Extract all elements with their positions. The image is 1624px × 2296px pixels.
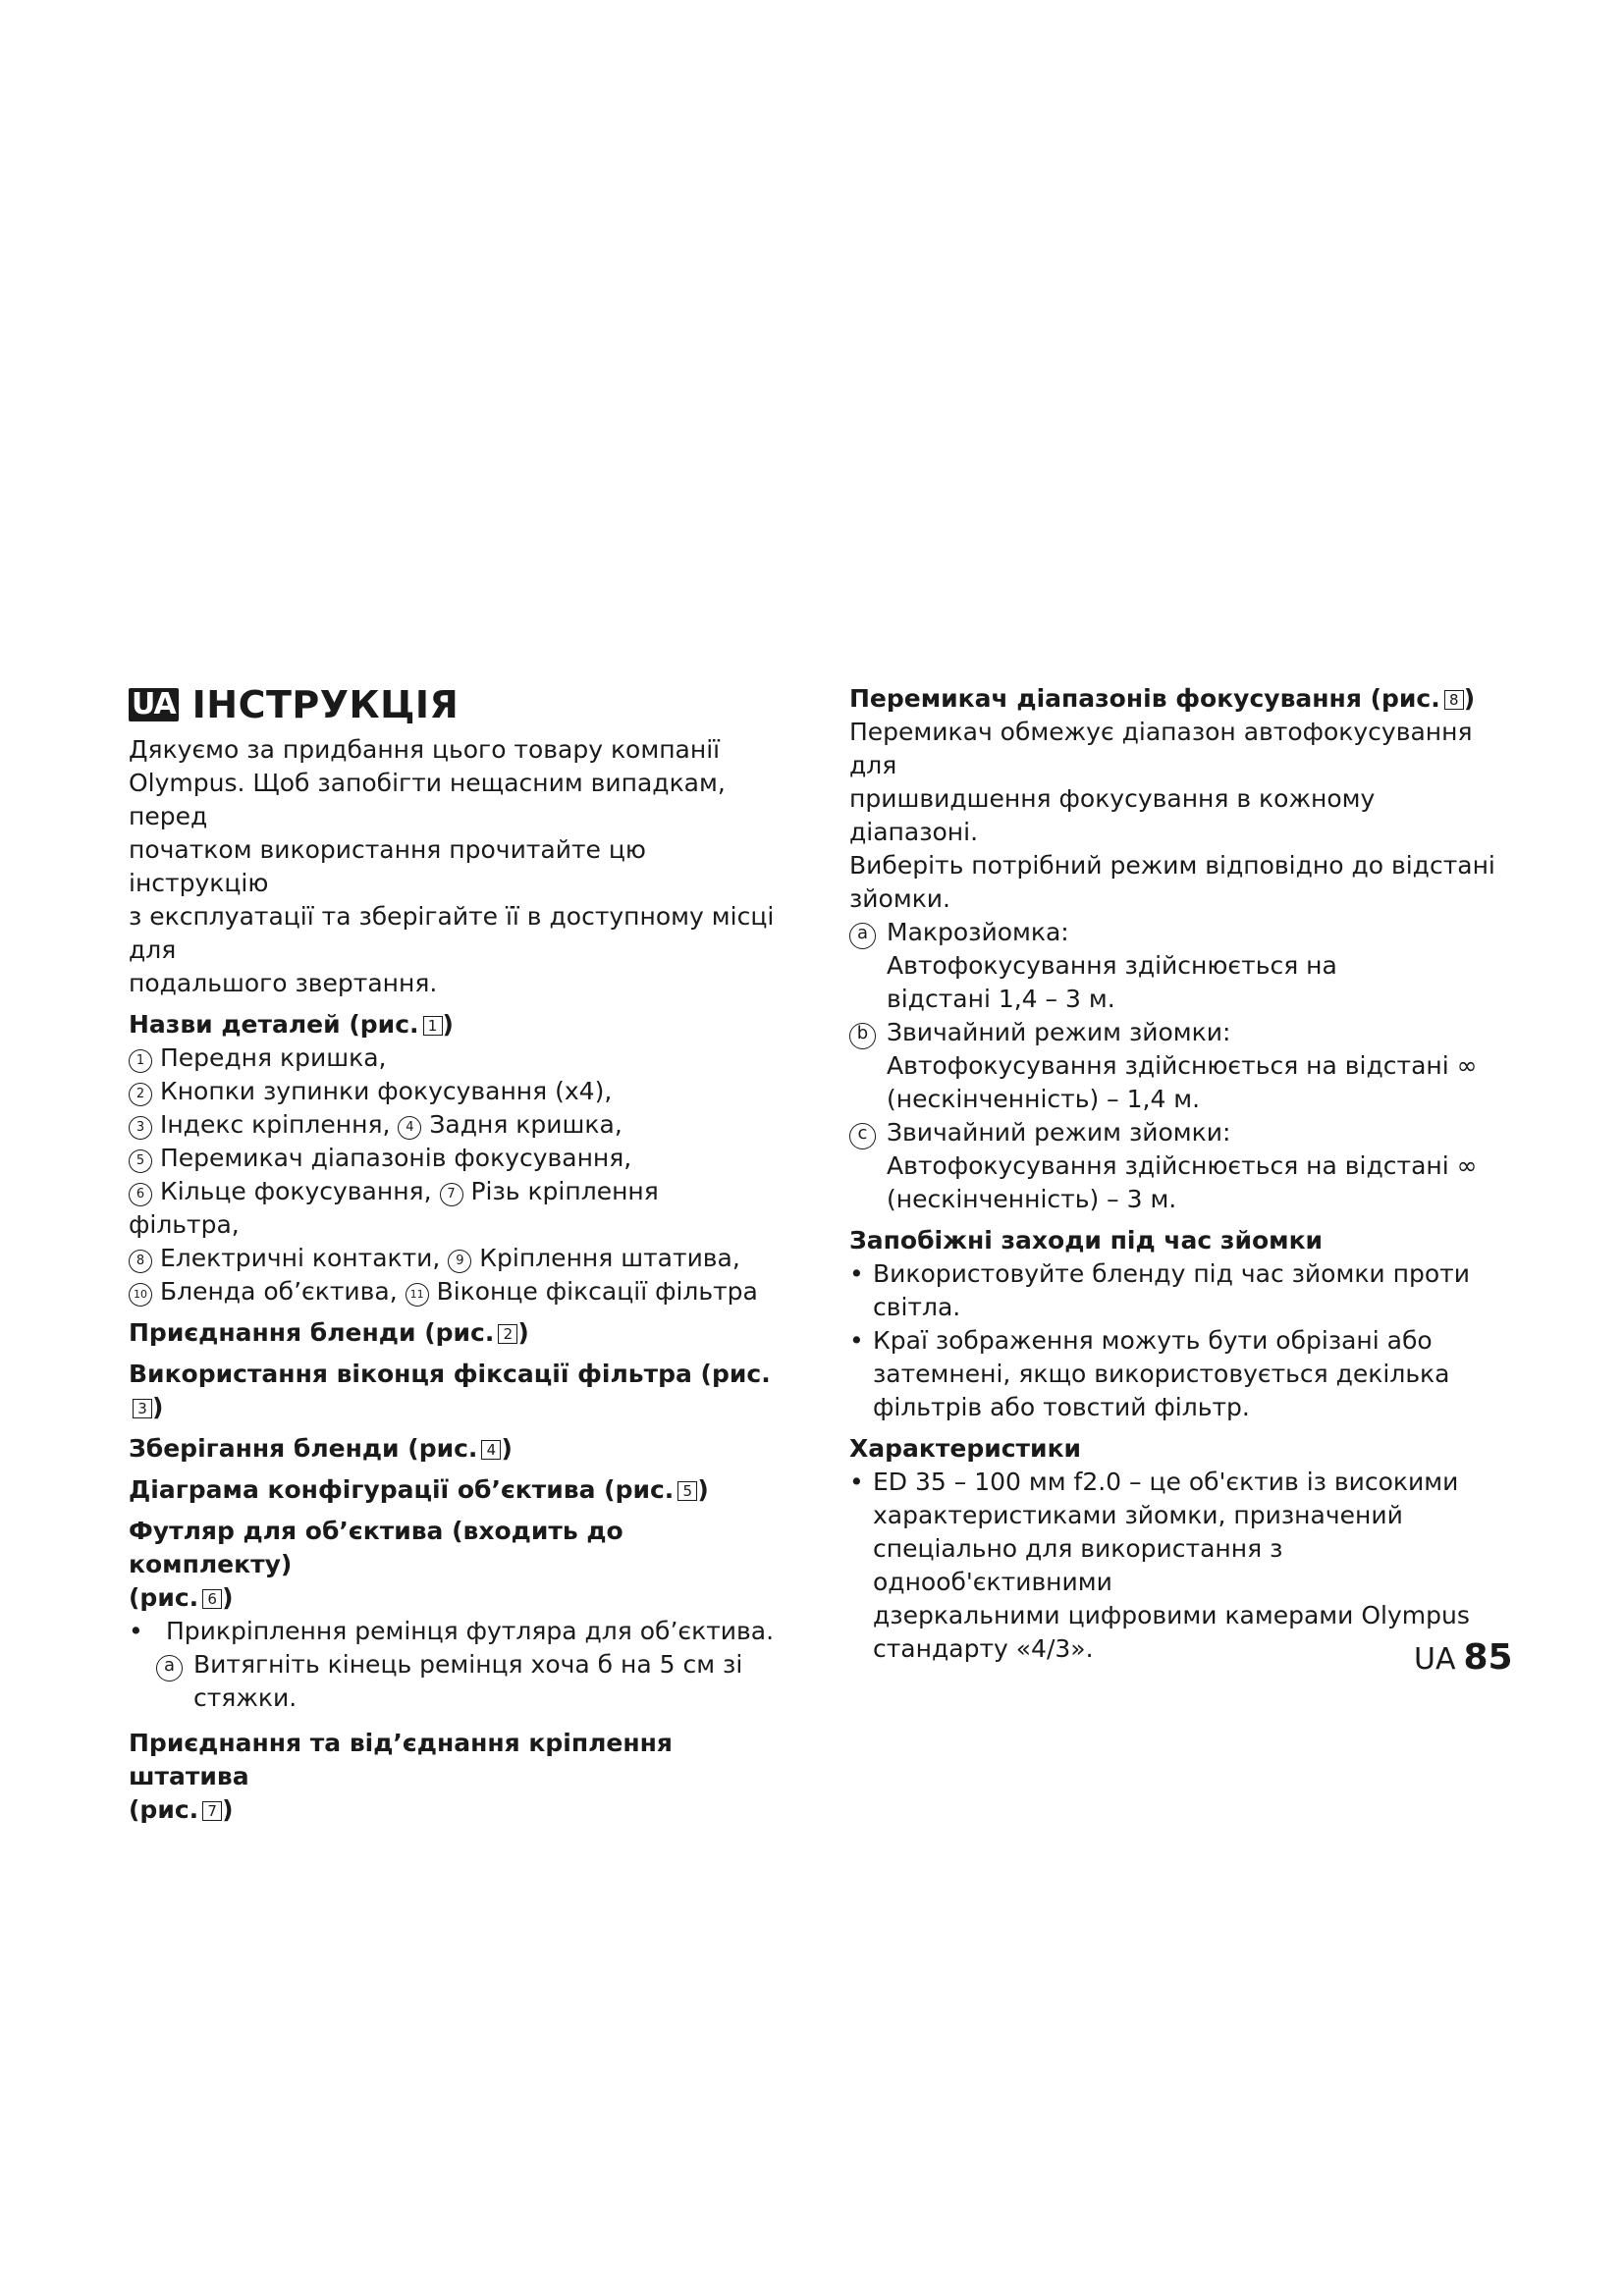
page-title: ІНСТРУКЦІЯ (191, 683, 460, 726)
section-heading-text: Діаграма конфігурації об’єктива (рис. (129, 1475, 675, 1504)
figure-ref-box: 6 (202, 1589, 222, 1609)
mode-text (887, 1016, 1477, 1116)
heading-close: ) (1463, 684, 1476, 713)
figure-ref-box: 3 (133, 1399, 152, 1418)
parts-line (129, 1242, 777, 1275)
heading-close: ) (152, 1393, 164, 1421)
intro-line: початком використання прочитайте цю інструкцію (129, 835, 646, 897)
section-heading (129, 1358, 777, 1424)
precaution-line: затемнені, якщо використовується декілька (873, 1360, 1450, 1388)
focus-switch-line: пришвидшення фокусування в кожному діапазоні. (849, 784, 1376, 846)
focus-switch-line: Перемикач обмежує діапазон автофокусування для (849, 718, 1473, 779)
tripod-heading-cont (129, 1793, 777, 1827)
letter-marker: b (849, 1023, 876, 1049)
parts-list (129, 1041, 777, 1308)
specs-line: стандарту «4/3». (873, 1634, 1094, 1663)
heading-close: ) (517, 1318, 529, 1347)
mode-line: Автофокусування здійснюється на відстані ∞ (887, 1151, 1478, 1180)
part-name: Різь кріплення фільтра, (129, 1177, 659, 1239)
number-marker: 3 (129, 1116, 152, 1140)
part-name: Електричні контакти, (159, 1244, 441, 1272)
case-sub-item (129, 1648, 777, 1715)
parts-heading-text: Назви деталей (рис. (129, 1010, 419, 1039)
number-marker: 2 (129, 1083, 152, 1106)
parts-line (129, 1075, 777, 1108)
marker-container (849, 916, 887, 1016)
precaution-bullet (849, 1324, 1507, 1424)
page-number (1414, 1637, 1513, 1678)
title-row (129, 682, 777, 727)
mode-text (887, 1116, 1477, 1216)
specs-line: спеціально для використання з однооб'єктивними (873, 1534, 1283, 1596)
part-name: Віконце фіксації фільтра (436, 1277, 758, 1306)
mode-item (849, 1016, 1507, 1116)
section-heading (129, 1316, 777, 1350)
parts-heading (129, 1008, 777, 1041)
intro-line: Дякуємо за придбання цього товару компанії (129, 735, 721, 764)
specs-line: характеристиками зйомки, призначений (873, 1501, 1403, 1529)
number-marker: 10 (129, 1283, 152, 1307)
intro-line: з експлуатації та зберігайте її в доступному місці для (129, 902, 775, 964)
precaution-text (873, 1257, 1470, 1324)
page-lang: UA (1414, 1642, 1456, 1677)
figure-ref-box: 8 (1444, 690, 1464, 710)
intro-line: подальшого звертання. (129, 969, 438, 997)
part-name: Задня кришка, (429, 1110, 623, 1139)
section-heading (129, 1473, 777, 1507)
bullet-dot: • (129, 1617, 143, 1645)
focus-switch-heading (849, 682, 1507, 716)
number-marker: 1 (129, 1049, 152, 1073)
part-name: Кнопки зупинки фокусування (x4), (159, 1077, 613, 1105)
precaution-line: Краї зображення можуть бути обрізані або (873, 1326, 1433, 1355)
focus-switch-line: зйомки. (849, 884, 950, 913)
number-marker: 7 (440, 1183, 463, 1206)
mode-line: (нескінченність) – 1,4 м. (887, 1085, 1201, 1113)
marker-container (849, 1116, 887, 1216)
parts-line (129, 1142, 777, 1175)
mode-line: відстані 1,4 – 3 м. (887, 985, 1115, 1013)
part-name: Кільце фокусування, (159, 1177, 432, 1205)
mode-text (887, 916, 1337, 1016)
figure-ref-box: 4 (481, 1440, 501, 1460)
parts-line (129, 1275, 777, 1308)
language-badge: UA (129, 688, 179, 721)
mode-line: Автофокусування здійснюється на (887, 951, 1337, 980)
case-bullet-text: Прикріплення ремінця футляра для об’єктива. (166, 1617, 775, 1645)
right-column (849, 682, 1507, 1666)
number-marker: 5 (129, 1149, 152, 1173)
number-marker: 11 (406, 1283, 429, 1307)
precaution-text (873, 1324, 1449, 1424)
part-name: Передня кришка, (159, 1043, 387, 1072)
specs-heading: Характеристики (849, 1434, 1082, 1463)
specs-line: ED 35 – 100 мм f2.0 – це об'єктив із високими (873, 1468, 1459, 1496)
number-marker: 8 (129, 1250, 152, 1273)
heading-close: ) (222, 1583, 234, 1612)
left-column (129, 682, 777, 1827)
focus-switch-heading-text: Перемикач діапазонів фокусування (рис. (849, 684, 1440, 713)
letter-marker: a (849, 923, 876, 949)
number-marker: 6 (129, 1183, 152, 1206)
case-bullet (129, 1615, 777, 1648)
intro-paragraph (129, 733, 777, 1000)
case-heading-line: (рис. (129, 1583, 199, 1612)
case-heading-line: Футляр для об’єктива (входить до комплекту) (129, 1517, 623, 1578)
parts-line (129, 1175, 777, 1242)
mode-title: Макрозйомка: (887, 918, 1069, 946)
figure-ref-box: 7 (202, 1801, 222, 1821)
case-sub-line: стяжки. (193, 1683, 298, 1712)
part-name: Бленда об’єктива, (159, 1277, 398, 1306)
precaution-line: світла. (873, 1293, 961, 1321)
section-heading-text: Зберігання бленди (рис. (129, 1434, 478, 1463)
figure-ref-box: 1 (423, 1016, 443, 1036)
part-name: Кріплення штатива, (479, 1244, 740, 1272)
mode-title: Звичайний режим зйомки: (887, 1018, 1231, 1046)
letter-marker: a (156, 1655, 183, 1682)
bullet-dot: • (849, 1259, 864, 1288)
bullet-dot: • (849, 1468, 864, 1496)
page-number-value: 85 (1463, 1637, 1513, 1678)
specs-text (873, 1466, 1507, 1666)
marker-container (849, 1016, 887, 1116)
case-heading-cont (129, 1581, 777, 1615)
focus-switch-desc (849, 716, 1507, 916)
number-marker: 4 (398, 1116, 421, 1140)
tripod-heading-line: (рис. (129, 1795, 199, 1824)
focus-switch-line: Виберіть потрібний режим відповідно до відстані (849, 851, 1495, 880)
case-sub-line: Витягніть кінець ремінця хоча б на 5 см зі (193, 1650, 743, 1679)
mode-item (849, 1116, 1507, 1216)
mode-line: (нескінченність) – 3 м. (887, 1185, 1177, 1213)
marker-container (156, 1648, 193, 1715)
mode-item (849, 916, 1507, 1016)
mode-title: Звичайний режим зйомки: (887, 1118, 1231, 1147)
part-name: Перемикач діапазонів фокусування, (159, 1144, 632, 1172)
precaution-bullet (849, 1257, 1507, 1324)
letter-marker: c (849, 1123, 876, 1149)
intro-line: Olympus. Щоб запобігти нещасним випадкам, перед (129, 769, 726, 830)
section-heading-text: Приєднання бленди (рис. (129, 1318, 495, 1347)
heading-close: ) (442, 1010, 454, 1039)
heading-close: ) (222, 1795, 234, 1824)
bullet-dot: • (849, 1326, 864, 1355)
precaution-line: Використовуйте бленду під час зйомки проти (873, 1259, 1470, 1288)
part-name: Індекс кріплення, (159, 1110, 391, 1139)
specs-line: дзеркальними цифровими камерами Olympus (873, 1601, 1470, 1629)
heading-close: ) (501, 1434, 513, 1463)
figure-ref-box: 2 (498, 1324, 517, 1344)
case-sub-text (193, 1648, 742, 1715)
figure-ref-box: 5 (677, 1481, 697, 1501)
tripod-heading-line: Приєднання та від’єднання кріплення штатива (129, 1729, 673, 1790)
mode-line: Автофокусування здійснюється на відстані ∞ (887, 1051, 1478, 1080)
tripod-heading (129, 1727, 777, 1793)
parts-line (129, 1108, 777, 1142)
heading-close: ) (697, 1475, 709, 1504)
specs-bullet (849, 1466, 1507, 1666)
precautions-heading: Запобіжні заходи під час зйомки (849, 1226, 1324, 1255)
number-marker: 9 (448, 1250, 471, 1273)
parts-line (129, 1041, 777, 1075)
section-heading-text: Використання віконця фіксації фільтра (рис. (129, 1360, 771, 1388)
section-heading (129, 1432, 777, 1466)
precaution-line: фільтрів або товстий фільтр. (873, 1393, 1250, 1421)
case-heading (129, 1515, 777, 1581)
